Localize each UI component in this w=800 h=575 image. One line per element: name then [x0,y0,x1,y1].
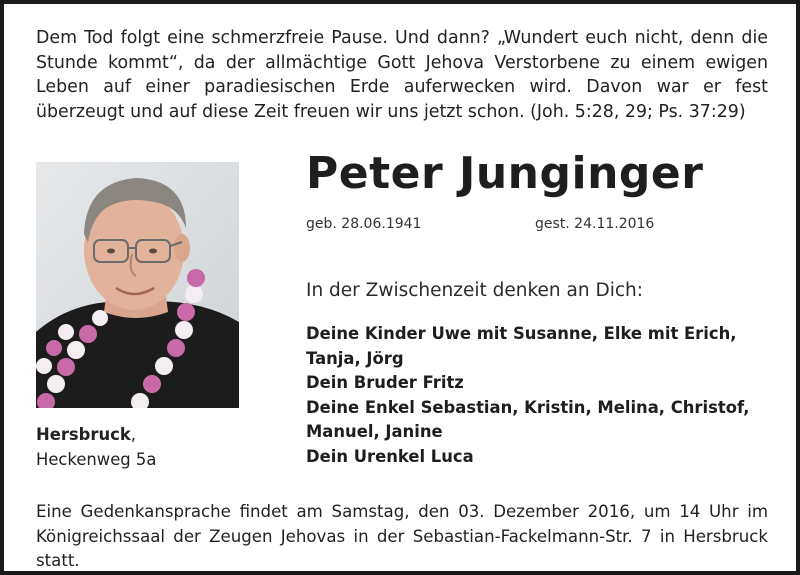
mourner-line: Manuel, Janine [306,422,443,442]
deceased-name: Peter Junginger [306,148,704,199]
portrait-photo [36,162,239,408]
address-town: Hersbruck [36,425,131,444]
mourner-line: Dein Urenkel Luca [306,446,474,466]
mourner-line: Deine Enkel Sebastian, Kristin, Melina, Christof, [306,397,750,417]
remembrance-heading: In der Zwischenzeit denken an Dich: [306,280,643,301]
memorial-notice: Eine Gedenkansprache findet am Samstag, den 03. Dezember 2016, um 14 Uhr im Königreichssaal der Zeugen Jehovas in der Sebastian-Fackelmann-Str. 7 in Hersbruck statt. [36,502,768,571]
birth-date: geb. 28.06.1941 [306,216,422,232]
mourners-list [306,322,749,470]
address-separator: , [130,425,136,444]
mourner-line: Tanja, Jörg [306,348,404,368]
death-date: gest. 24.11.2016 [535,216,655,232]
mourner-line: Dein Bruder Fritz [306,373,464,393]
address-block [36,423,156,472]
intro-text: Dem Tod folgt eine schmerzfreie Pause. Und dann? „Wundert euch nicht, denn die Stunde kommt“, da der allmächtige Gott Jehova Verstorbene zu einem ewigen Leben auf einer paradiesischen Erde auferwecken wird. Davon war er fest überzeugt und auf diese Zeit freuen wir uns jetzt schon. (Joh. 5:28, 29; Ps. 37:29) [36,28,768,122]
address-street: Heckenweg 5a [36,449,157,469]
mourner-line: Deine Kinder Uwe mit Susanne, Elke mit Erich, [306,324,737,343]
